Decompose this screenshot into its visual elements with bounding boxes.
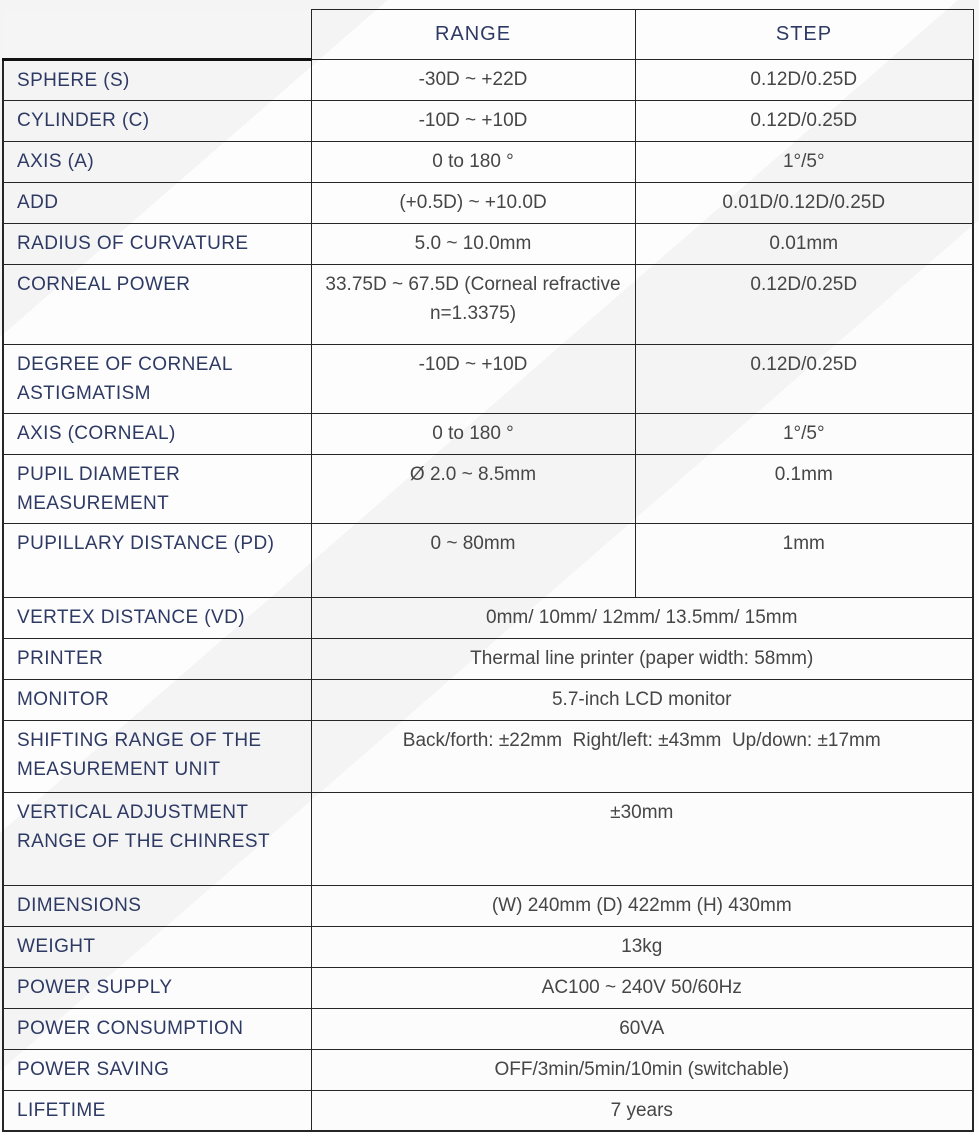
table-row [3,597,973,638]
table-row [3,792,973,885]
spec-label: POWER SUPPLY [3,967,311,1008]
spec-range-value: -10D ~ +10D [311,344,635,413]
spec-step-value: 0.12D/0.25D [635,100,973,141]
spec-step-value: 0.01D/0.12D/0.25D [635,182,973,223]
spec-label: POWER SAVING [3,1049,311,1090]
column-header-step: STEP [635,10,973,60]
spec-label: CORNEAL POWER [3,264,311,344]
table-row [3,100,973,141]
spec-label: MONITOR [3,679,311,720]
spec-value: OFF/3min/5min/10min (switchable) [311,1049,973,1090]
spec-value: Thermal line printer (paper width: 58mm) [311,638,973,679]
spec-label: LIFETIME [3,1090,311,1131]
spec-value: ±30mm [311,792,973,885]
spec-value: 60VA [311,1008,973,1049]
spec-label: VERTEX DISTANCE (VD) [3,597,311,638]
spec-step-value: 0.12D/0.25D [635,264,973,344]
table-row [3,885,973,926]
spec-range-value: Ø 2.0 ~ 8.5mm [311,454,635,523]
spec-label: DIMENSIONS [3,885,311,926]
spec-label: VERTICAL ADJUSTMENT RANGE OF THE CHINREST [3,792,311,885]
spec-range-value: 0 ~ 80mm [311,523,635,597]
spec-value: 13kg [311,926,973,967]
spec-label: AXIS (CORNEAL) [3,413,311,454]
spec-range-value: (+0.5D) ~ +10.0D [311,182,635,223]
spec-value: 7 years [311,1090,973,1131]
spec-range-value: 33.75D ~ 67.5D (Corneal refractive n=1.3375) [311,264,635,344]
table-row [3,223,973,264]
column-header-range: RANGE [311,10,635,60]
spec-step-value: 1mm [635,523,973,597]
spec-value: Back/forth: ±22mm Right/left: ±43mm Up/down: ±17mm [311,720,973,792]
table-row [3,679,973,720]
spec-step-value: 0.12D/0.25D [635,59,973,100]
spec-sheet [2,9,979,1132]
spec-label: SPHERE (S) [3,59,311,100]
table-row [3,523,973,597]
table-row [3,59,973,100]
spec-label: POWER CONSUMPTION [3,1008,311,1049]
spec-table [2,9,974,1132]
spec-label: SHIFTING RANGE OF THE MEASUREMENT UNIT [3,720,311,792]
table-row [3,182,973,223]
table-row [3,413,973,454]
header-row [3,10,973,60]
spec-label: WEIGHT [3,926,311,967]
spec-range-value: 5.0 ~ 10.0mm [311,223,635,264]
corner-cell [3,10,311,60]
spec-label: DEGREE OF CORNEAL ASTIGMATISM [3,344,311,413]
table-row [3,1049,973,1090]
spec-step-value: 0.12D/0.25D [635,344,973,413]
spec-value: AC100 ~ 240V 50/60Hz [311,967,973,1008]
table-row [3,638,973,679]
spec-range-value: -10D ~ +10D [311,100,635,141]
spec-step-value: 1°/5° [635,413,973,454]
table-row [3,720,973,792]
spec-step-value: 1°/5° [635,141,973,182]
spec-range-value: -30D ~ +22D [311,59,635,100]
spec-label: ADD [3,182,311,223]
spec-step-value: 0.01mm [635,223,973,264]
table-row [3,264,973,344]
spec-range-value: 0 to 180 ° [311,413,635,454]
table-row [3,926,973,967]
spec-label: RADIUS OF CURVATURE [3,223,311,264]
spec-table-body [3,59,973,1131]
table-row [3,1090,973,1131]
spec-value: 0mm/ 10mm/ 12mm/ 13.5mm/ 15mm [311,597,973,638]
spec-label: PUPIL DIAMETER MEASUREMENT [3,454,311,523]
table-row [3,1008,973,1049]
spec-value: 5.7-inch LCD monitor [311,679,973,720]
table-row [3,141,973,182]
spec-value: (W) 240mm (D) 422mm (H) 430mm [311,885,973,926]
table-row [3,454,973,523]
spec-step-value: 0.1mm [635,454,973,523]
spec-label: CYLINDER (C) [3,100,311,141]
table-row [3,967,973,1008]
spec-label: AXIS (A) [3,141,311,182]
spec-label: PUPILLARY DISTANCE (PD) [3,523,311,597]
spec-range-value: 0 to 180 ° [311,141,635,182]
spec-label: PRINTER [3,638,311,679]
table-row [3,344,973,413]
